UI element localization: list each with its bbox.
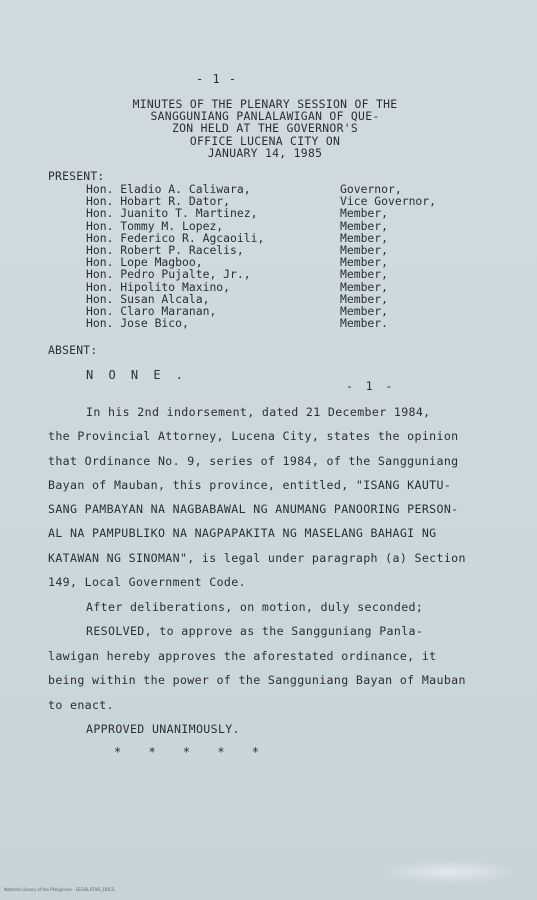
closing-stars: * * * * *	[114, 745, 270, 759]
body-line: KATAWAN NG SINOMAN", is legal under paragraph (a) Section	[48, 551, 466, 565]
body-line: In his 2nd indorsement, dated 21 December 1984,	[86, 405, 431, 419]
member-name: Hon. Tommy M. Lopez,	[86, 218, 224, 233]
member-name: Hon. Hipolito Maxino,	[86, 279, 231, 294]
member-name: Hon. Lope Magboo,	[86, 255, 203, 270]
body-line: RESOLVED, to approve as the Sangguniang Panla-	[86, 624, 424, 638]
body-line: lawigan hereby approves the aforestated ordinance, it	[48, 649, 437, 663]
member-position: Member.	[340, 316, 389, 331]
page-number: - 1 -	[196, 72, 238, 86]
body-line: that Ordinance No. 9, series of 1984, of the Sangguniang	[48, 454, 459, 468]
member-name: Hon. Pedro Pujalte, Jr.,	[86, 267, 251, 282]
body-line: being within the power of the Sangguniang Bayan of Mauban	[48, 673, 466, 687]
member-position: Member,	[340, 303, 389, 318]
paper-stain	[380, 860, 520, 884]
title-line: MINUTES OF THE PLENARY SESSION OF THE	[132, 97, 398, 111]
member-position: Member,	[340, 291, 389, 306]
member-position: Governor,	[340, 182, 402, 196]
member-position: Member,	[340, 279, 389, 294]
member-position: Member,	[340, 242, 389, 257]
member-name: Hon. Federico R. Agcaoili,	[86, 230, 265, 245]
absent-label: ABSENT:	[48, 343, 98, 357]
absent-value: N O N E .	[86, 368, 188, 382]
body-line: Bayan of Mauban, this province, entitled, "ISANG KAUTU-	[48, 478, 452, 492]
member-name: Hon. Jose Bico,	[86, 316, 189, 331]
member-name: Hon. Eladio A. Caliwara,	[86, 182, 251, 196]
item-number: - 1 -	[346, 379, 396, 393]
member-name: Hon. Hobart R. Dator,	[86, 194, 231, 209]
title-line: OFFICE LUCENA CITY ON	[189, 133, 341, 148]
member-name: Hon. Susan Alcala,	[86, 291, 210, 306]
body-line: to enact.	[48, 698, 114, 712]
member-position: Member,	[340, 206, 389, 221]
body-line: 149, Local Government Code.	[48, 575, 246, 589]
member-name: Hon. Juanito T. Martinez,	[86, 206, 258, 221]
body-line: SANG PAMBAYAN NA NAGBABAWAL NG ANUMANG PANOORING PERSON-	[48, 502, 459, 516]
footer-note: National Library of the Philippines - LEGISLATIVE_DOCS	[4, 887, 115, 892]
document-title	[100, 98, 430, 159]
body-line: After deliberations, on motion, duly seconded;	[86, 600, 424, 614]
body-line: AL NA PAMPUBLIKO NA NAGPAPAKITA NG MASELANG BAHAGI NG	[48, 526, 437, 540]
title-line: JANUARY 14, 1985	[207, 145, 323, 160]
member-position: Member,	[340, 267, 389, 282]
member-position: Member,	[340, 218, 389, 233]
body-line: APPROVED UNANIMOUSLY.	[86, 722, 240, 736]
member-position: Member,	[340, 230, 389, 245]
member-name: Hon. Claro Maranan,	[86, 303, 217, 318]
title-line: ZON HELD AT THE GOVERNOR'S	[171, 121, 359, 136]
present-label: PRESENT:	[48, 169, 105, 183]
member-position: Member,	[340, 255, 389, 270]
member-name: Hon. Robert P. Racelis,	[86, 242, 244, 257]
body-line: the Provincial Attorney, Lucena City, states the opinion	[48, 429, 459, 443]
title-line: SANGGUNIANG PANLALAWIGAN OF QUE-	[150, 109, 380, 124]
member-position: Vice Governor,	[340, 194, 437, 209]
